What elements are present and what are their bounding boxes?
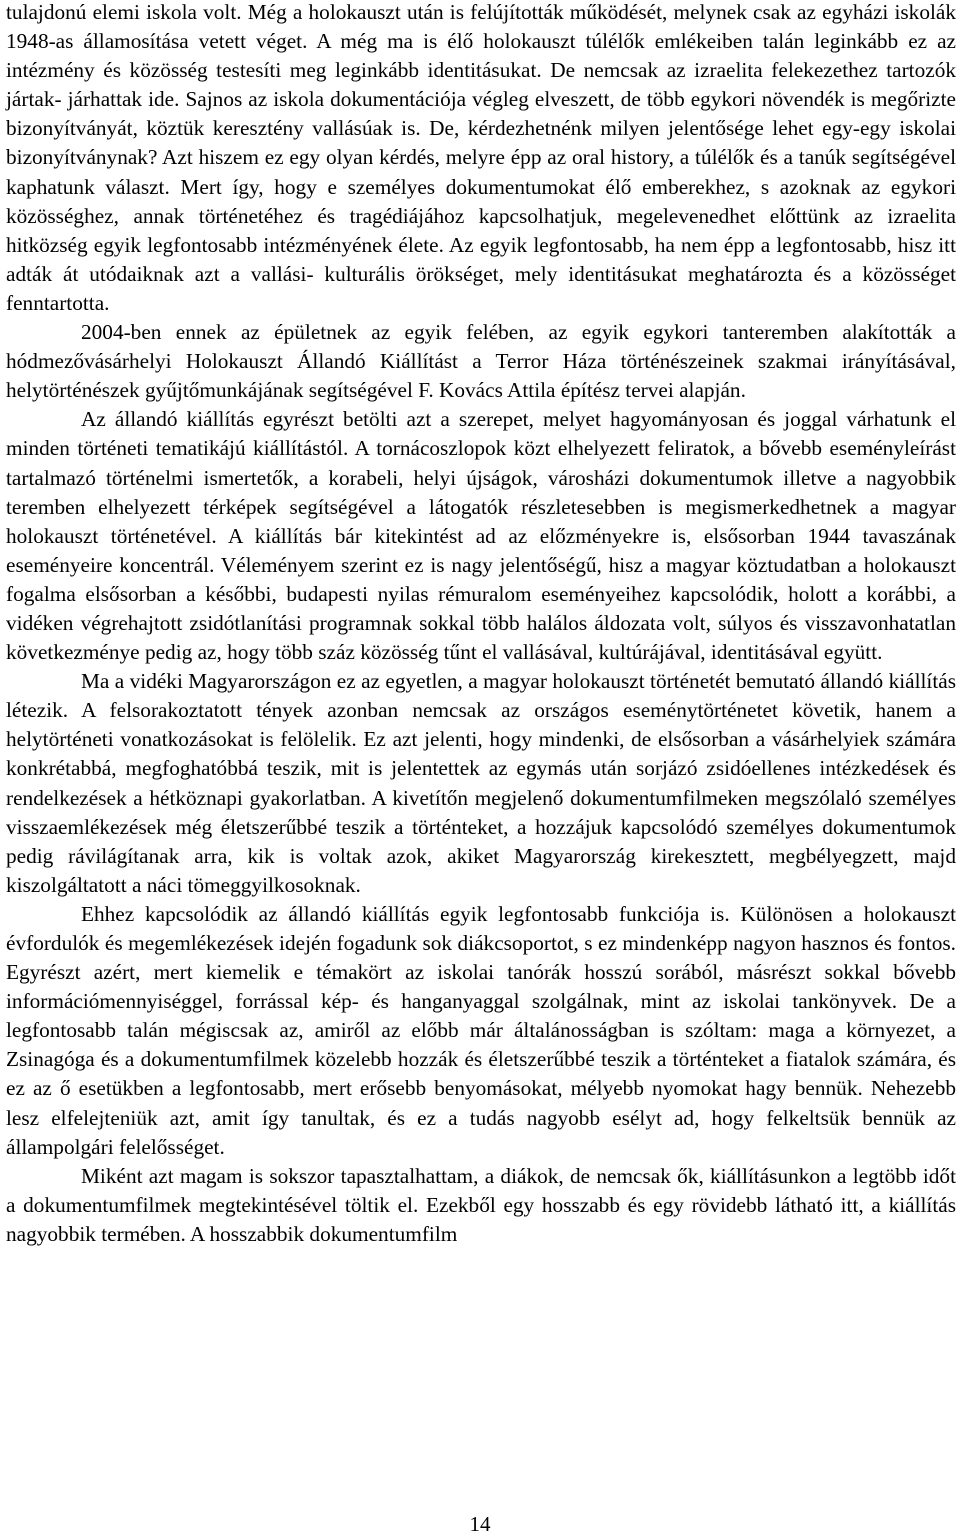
paragraph-2: 2004-ben ennek az épületnek az egyik felében, az egyik egykori tanteremben alakították a hódmezővásárhelyi Holokauszt Állandó Kiállítást a Terror Háza történészeinek szakmai irányításával, helytörténészek gyűjtőmunkájának segítségével F. Kovács Attila építész tervei alapján. [6,320,956,403]
paragraph-6: Miként azt magam is sokszor tapasztalhattam, a diákok, de nemcsak ők, kiállításunkon a legtöbb időt a dokumentumfilmek megtekintésével töltik el. Ezekből egy hosszabb és egy rövidebb látható itt, a kiállítás nagyobbik termében. A hosszabbik dokumentumfilm [6,1163,956,1246]
page-number: 14 [469,1512,491,1536]
paragraph-4: Ma a vidéki Magyarországon ez az egyetlen, a magyar holokauszt történetét bemutató állandó kiállítás létezik. A felsorakoztatott tények azonban nemcsak az országos eseménytörténetet követik, hanem a helytörténeti vonatkozásokat is felölelik. Ez azt jelenti, hogy mindenki, de elsősorban a vásárhelyiek számára konkrétabbá, megfoghatóbbá teszik, mit is jelentettek az egymás után sorjázó zsidóellenes intézkedések és rendelkezések a hétköznapi gyakorlatban. A kivetítőn megjelenő dokumentumfilmeken megszólaló személyes visszaemlékezések még életszerűbbé teszik a történteket, a hozzájuk kapcsolódó személyes dokumentumok pedig rávilágítanak arra, kik is voltak azok, akiket Magyarország kirekesztett, megbélyegzett, majd kiszolgáltatott a náci tömeggyilkosoknak. [6,669,956,897]
paragraph-5: Ehhez kapcsolódik az állandó kiállítás egyik legfontosabb funkciója is. Különösen a holokauszt évfordulók és megemlékezések idején fogadunk sok diákcsoportot, s ez mindenképp nagyon hasznos és fontos. Egyrészt azért, mert kiemelik e témakört az iskolai tanórák hosszú sorából, másrészt sokkal bővebb információmennyiséggel, forrással kép- és hanganyaggal szolgálnak, mint az iskolai tankönyvek. De a legfontosabb talán mégiscsak az, amiről az előbb már általánosságban is szóltam: maga a környezet, a Zsinagóga és a dokumentumfilmek közelebb hozzák és életszerűbbé teszik a történteket a fiatalok számára, és ez az ő esetükben a legfontosabb, mert erősebb benyomásokat, mélyebb nyomokat hagy bennük. Nehezebb lesz elfelejteniük azt, amit így tanultak, és ez a tudás nagyobb esélyt ad, hogy felkeltsük bennük az állampolgári felelősséget. [6,901,956,1159]
paragraph-1: tulajdonú elemi iskola volt. Még a holokauszt után is felújították működését, melynek csak az egyházi iskolák 1948-as államosítása vetett véget. A még ma is élő holokauszt túlélők emlékeiben talán leginkább ez az intézmény és közösség testesíti meg leginkább identitásukat. De nemcsak az izraelita felekezethez tartozók jártak- járhattak ide. Sajnos az iskola dokumentációja végleg elveszett, de több egykori növendék is megőrizte bizonyítványát, köztük keresztény vallásúak is. De, kérdezhetnénk milyen jelentősége lehet egy-egy iskolai bizonyítványnak? Azt hiszem ez egy olyan kérdés, melyre épp az oral history, a túlélők és a tanúk segítségével kaphatunk választ. Mert így, hogy e személyes dokumentumokat élő emberekhez, s azoknak az egykori közösséghez, annak történetéhez és tragédiájához kapcsolhatjuk, megelevenedhet előttünk az izraelita hitközség egyik legfontosabb intézményének élete. Az egyik legfontosabb, ha nem épp a legfontosabb, hisz itt adták át utódaiknak azt a vallási- kulturális örökséget, mely identitásukat meghatározta és a közösséget fenntartotta. [6,0,956,315]
paragraph-3: Az állandó kiállítás egyrészt betölti azt a szerepet, melyet hagyományosan és joggal várhatunk el minden történeti tematikájú kiállítástól. A tornácoszlopok közt elhelyezett feliratok, a bővebb eseményleírást tartalmazó történelmi ismertetők, a korabeli, helyi újságok, városházi dokumentumok illetve a nagyobbik teremben elhelyezett térképek segítségével a látogatók részletesebben is megismerkedhetnek a magyar holokauszt történetével. A kiállítás bár kitekintést ad az előzményekre is, elsősorban 1944 tavaszának eseményeire koncentrál. Véleményem szerint ez is nagy jelentőségű, hisz a magyar köztudatban a holokauszt fogalma elsősorban a későbbi, budapesti nyilas rémuralom eseményeihez kapcsolódik, holott a korábbi, a vidéken végrehajtott zsidótlanítási programnak sokkal több halálos áldozata volt, súlyos és visszavonhatatlan következménye pedig az, hogy több száz közösség tűnt el vallásával, kultúrájával, identitásával együtt. [6,407,956,665]
body-text [6,0,956,1249]
